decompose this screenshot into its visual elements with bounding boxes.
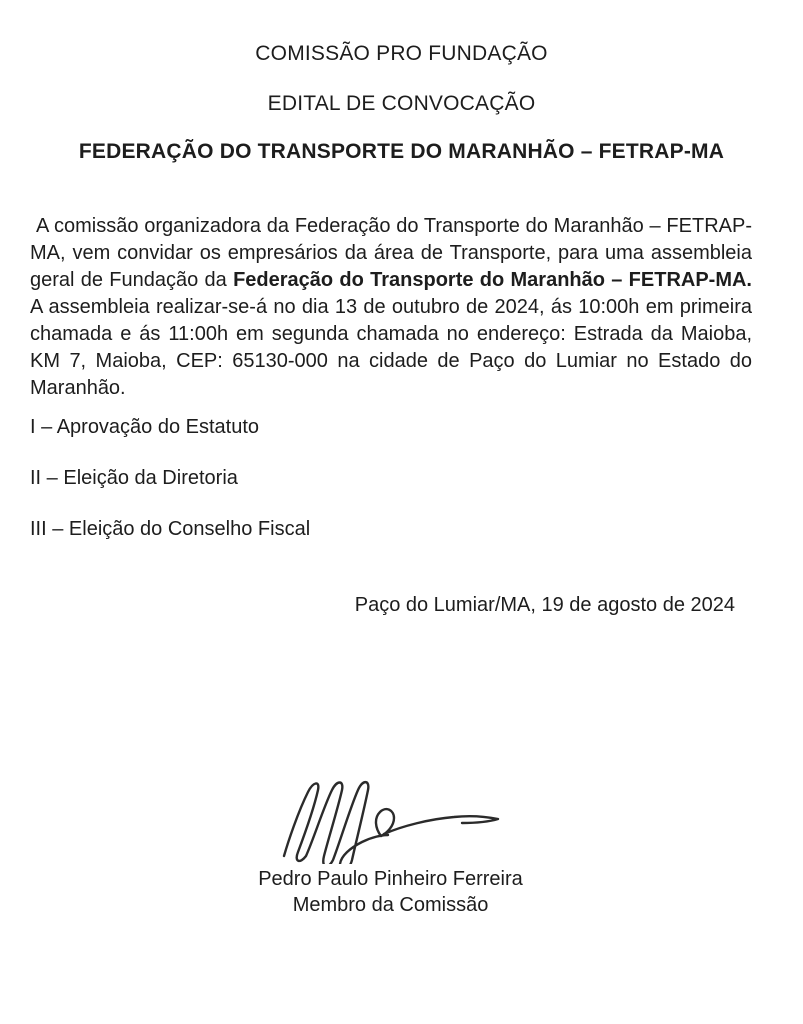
- agenda-list: [30, 414, 310, 567]
- body-line: A assembleia realizar-se-á no dia 13 de outubro de 2024, ás 10:00h em primeira: [30, 296, 752, 318]
- body-line: Maranhão.: [30, 377, 126, 399]
- heading-federation: FEDERAÇÃO DO TRANSPORTE DO MARANHÃO – FETRAP-MA: [78, 140, 725, 163]
- body-paragraph: [30, 213, 752, 402]
- body-line: MA, vem convidar os empresários da área de Transporte, para uma assembleia: [30, 242, 752, 264]
- body-line: A comissão organizadora da Federação do Transporte do Maranhão – FETRAP-: [36, 215, 752, 237]
- agenda-item-fiscal-council-election: III – Eleição do Conselho Fiscal: [30, 518, 311, 540]
- signer-role: Membro da Comissão: [292, 894, 489, 916]
- signer-name: Pedro Paulo Pinheiro Ferreira: [258, 868, 523, 890]
- place-and-date-line: Paço do Lumiar/MA, 19 de agosto de 2024: [354, 594, 735, 616]
- handwritten-signature-image: [278, 768, 508, 864]
- agenda-item-board-election: II – Eleição da Diretoria: [30, 467, 238, 489]
- body-line: chamada e ás 11:00h em segunda chamada no endereço: Estrada da Maioba,: [30, 323, 752, 345]
- body-line: KM 7, Maioba, CEP: 65130-000 na cidade de Paço do Lumiar no Estado do: [30, 350, 752, 372]
- body-line: geral de Fundação da Federação do Transporte do Maranhão – FETRAP-MA.: [30, 269, 752, 291]
- signature-block: [0, 866, 792, 918]
- heading-edital: EDITAL DE CONVOCAÇÃO: [267, 92, 536, 115]
- agenda-item-statute: I – Aprovação do Estatuto: [30, 416, 260, 438]
- heading-commission: COMISSÃO PRO FUNDAÇÃO: [255, 42, 548, 65]
